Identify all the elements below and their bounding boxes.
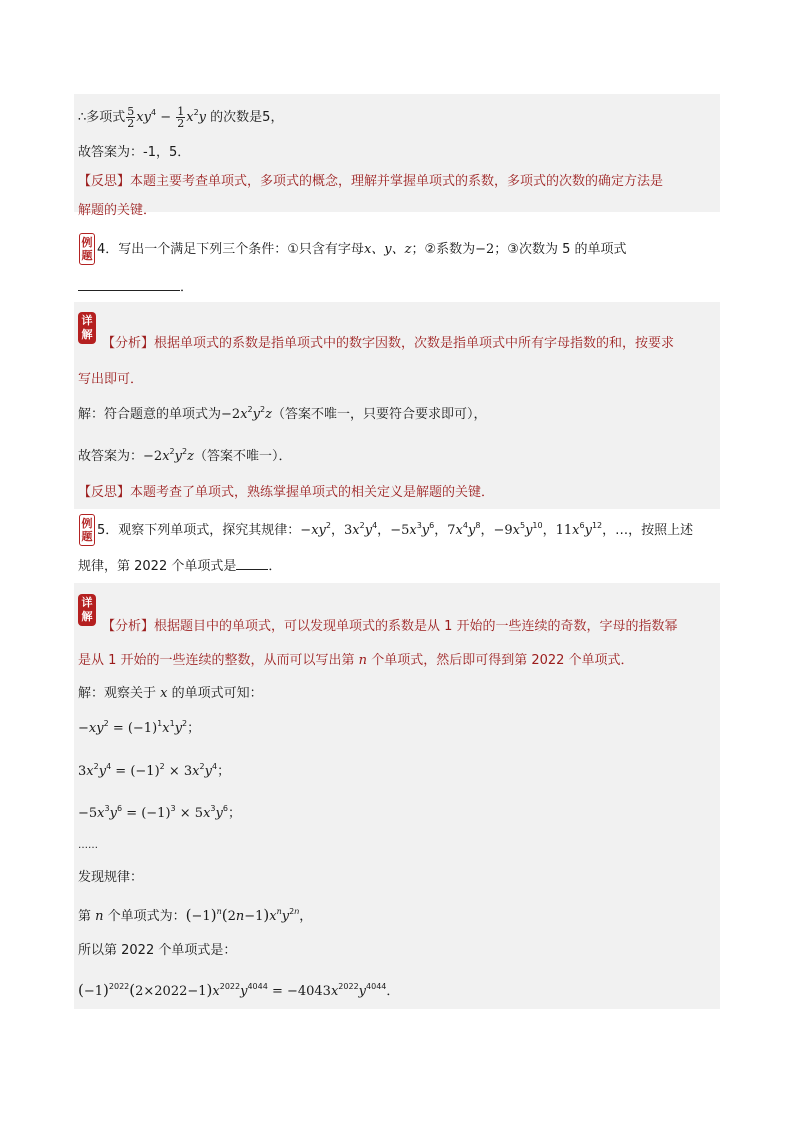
prev-conclusion-prefix: ∴多项式 [78,110,126,125]
a5-nth: 第 n 个单项式为：$(-1)^n(2n-1)x^ny^{2n}$， [78,906,313,924]
q4-coef: −2 [475,242,495,257]
a4-sol-prefix: 解：符合题意的单项式为 [78,407,222,422]
a4-analysis-line2: 写出即可． [78,372,144,387]
q5-text-b: ，…，按照上述 [602,523,694,538]
q4-text [97,240,627,260]
a5-solution-intro: 解：观察关于 x 的单项式可知： [78,686,263,701]
a5-sol-line-b: 的单项式可知： [171,686,263,701]
prev-reflect-line1 [78,172,663,192]
prev-conclusion: ∴多项式 $\frac{5}{2}$ $xy^4$ − $\frac{1}{2}$ $x^2y$ 的次数是5， [78,105,284,130]
analysis-text: 根据题目中的单项式，可以发现单项式的系数是从 1 开始的一些连续的奇数，字母的指数幂 [154,619,678,634]
a4-answer-suffix: （答案不唯一）． [193,449,292,464]
a5-sol-line: 解：观察关于 [78,686,157,701]
example-badge-icon: 例题 [79,514,95,546]
a5-nth-mid: 个单项式为： [107,909,186,924]
a5-nth-suffix: ， [299,909,313,924]
example-badge-icon: 例题 [79,233,95,265]
q4-text-a: 写出一个满足下列三个条件：①只含有字母 [118,242,364,257]
fraction-5-2: $\frac{5}{2}$ [127,105,135,130]
a4-analysis-line1 [102,334,674,354]
detail-badge-icon: 详解 [78,312,96,344]
fraction-1-2: $\frac{1}{2}$ [177,105,185,130]
reflect-tag: 【反思】 [78,174,131,189]
a4-answer: 故答案为：$-2x^2y^2z$（答案不唯一）． [78,447,292,464]
a5-analysis-line2-b: 个单项式，然后即可得到第 2022 个单项式． [371,653,634,668]
q5-text: 5．观察下列单项式，探究其规律：$-xy^2$，$3x^2y^4$，$-5x^3y^6$，$7x^4y^8$，$-9x^5y^{10}$，$11x^6y^{12}$，…，按照上述 [97,521,694,538]
a5-analysis-line2: 是从 1 开始的一些连续的整数，从而可以写出第 n 个单项式，然后即可得到第 2022 个单项式． [78,653,634,668]
q5-period: ． [268,559,282,574]
q5-number: 5． [97,523,119,538]
a4-sol-suffix: （答案不唯一，只要符合要求即可）， [271,407,487,422]
q5-text-a: 观察下列单项式，探究其规律： [118,523,301,538]
analysis-tag: 【分析】 [102,336,155,351]
a5-eq3: $-5x^3y^6 = (-1)^3 \times 5x^3y^6$； [78,804,241,821]
reflect-text: 本题考查了单项式，熟练掌握单项式的相关定义是解题的关键． [130,485,495,500]
a5-analysis-line1 [102,617,678,637]
a5-eq1: $-xy^2 = (-1)^1x^1y^2$； [78,719,201,736]
q5-line2 [78,555,281,577]
answer-blank [78,276,180,291]
a5-final-period: ． [386,984,400,999]
q4-number: 4． [97,242,119,257]
analysis-text: 根据单项式的系数是指单项式中的数字因数，次数是指单项式中所有字母指数的和，按要求 [154,336,675,351]
a5-final: $(-1)^{2022}(2\times 2022-1)x^{2022}y^{4044} = -4043x^{2022}y^{4044}$． [78,981,400,999]
answer-blank [236,555,268,570]
a4-solution: 解：符合题意的单项式为$-2x^2y^2z$（答案不唯一，只要符合要求即可）， [78,405,487,422]
q5-line2-text: 规律，第 2022 个单项式是 [78,559,237,574]
a5-so: 所以第 2022 个单项式是： [78,943,237,958]
a5-nth-prefix: 第 [78,909,92,924]
q4-text-b: ；②系数为 [411,242,476,257]
detail-badge-icon: 详解 [78,594,96,626]
q4-letters: x、y、z [363,242,412,257]
analysis-tag: 【分析】 [102,619,155,634]
prev-reflect-line2: 解题的关键． [78,203,157,218]
a5-analysis-line2-a: 是从 1 开始的一些连续的整数，从而可以写出第 [78,653,355,668]
a5-dots: …… [78,840,98,851]
a5-found: 发现规律： [78,870,144,885]
q4-text-c: ；③次数为 5 的单项式 [494,242,627,257]
a4-reflect [78,483,494,503]
a4-answer-prefix: 故答案为： [78,449,144,464]
prev-conclusion-suffix: 的次数是5， [210,110,284,125]
reflect-text: 本题主要考查单项式，多项式的概念，理解并掌握单项式的系数，多项式的次数的确定方法是 [130,174,664,189]
a5-eq2: $3x^2y^4 = (-1)^2 \times 3x^2y^4$； [78,762,231,779]
q4-answer-blank [78,276,193,298]
reflect-tag: 【反思】 [78,485,131,500]
prev-answer: 故答案为：-1，5． [78,145,191,160]
q4-period: ． [180,280,194,295]
